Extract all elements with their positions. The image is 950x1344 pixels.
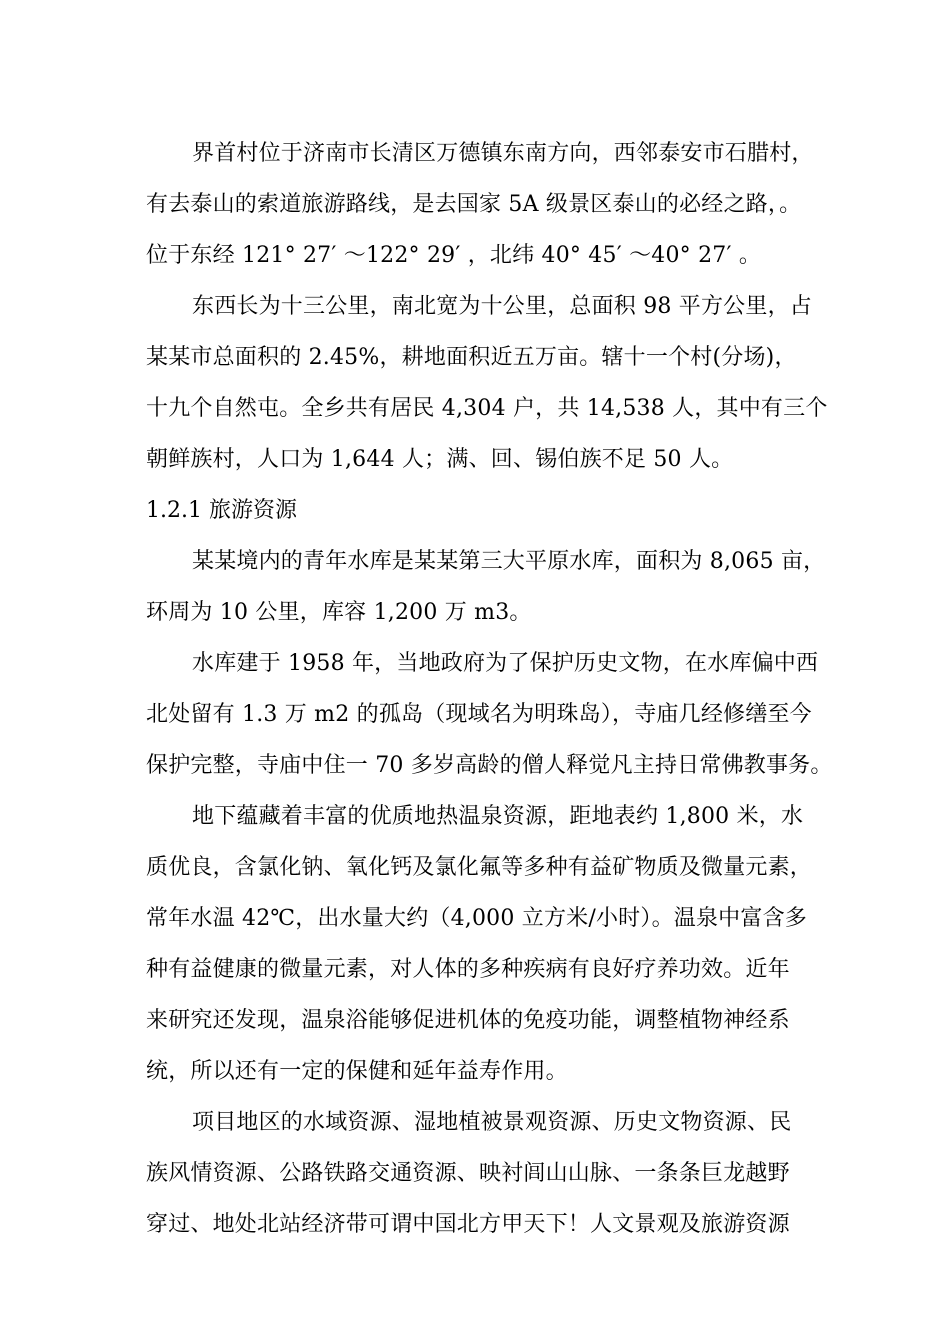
document-body bbox=[146, 128, 833, 1250]
text-line: 族风情资源、公路铁路交通资源、映衬闾山山脉、一条条巨龙越野 bbox=[146, 1161, 790, 1186]
text-line: 地下蕴藏着丰富的优质地热温泉资源，距地表约 1,800 米，水 bbox=[192, 804, 804, 829]
text-line: 界首村位于济南市长清区万德镇东南方向，西邻泰安市石腊村， bbox=[192, 141, 814, 166]
text-line: 朝鲜族村，人口为 1,644 人；满、回、锡伯族不足 50 人。 bbox=[146, 447, 734, 472]
text-line: 穿过、地处北站经济带可谓中国北方甲天下！人文景观及旅游资源 bbox=[146, 1212, 790, 1237]
text-line: 有去泰山的索道旅游路线，是去国家 5A 级景区泰山的必经之路，。 bbox=[146, 192, 802, 217]
paragraph-reservoir bbox=[146, 536, 826, 638]
text-line: 种有益健康的微量元素，对人体的多种疾病有良好疗养功效。近年 bbox=[146, 957, 790, 982]
text-line: 质优良，含氯化钠、氧化钙及氯化氟等多种有益矿物质及微量元素， bbox=[146, 855, 813, 880]
paragraph-location bbox=[146, 128, 814, 281]
text-line: 某某境内的青年水库是某某第三大平原水库，面积为 8,065 亩， bbox=[192, 549, 826, 574]
text-line: 北处留有 1.3 万 m2 的孤岛（现域名为明珠岛），寺庙几经修缮至今 bbox=[146, 702, 812, 727]
text-line: 东西长为十三公里，南北宽为十公里，总面积 98 平方公里，占 bbox=[192, 294, 812, 319]
text-line: 环周为 10 公里，库容 1,200 万 m3。 bbox=[146, 600, 532, 625]
text-line: 项目地区的水域资源、湿地植被景观资源、历史文物资源、民 bbox=[192, 1110, 792, 1135]
text-line: 常年水温 42℃，出水量大约（4,000 立方米/小时）。温泉中富含多 bbox=[146, 906, 807, 931]
paragraph-resources bbox=[146, 1097, 810, 1250]
text-line: 来研究还发现，温泉浴能够促进机体的免疫功能，调整植物神经系 bbox=[146, 1008, 790, 1033]
text-line: 水库建于 1958 年，当地政府为了保护历史文物，在水库偏中西 bbox=[192, 651, 819, 676]
text-line: 保护完整，寺庙中住一 70 多岁高龄的僧人释觉凡主持日常佛教事务。 bbox=[146, 753, 833, 778]
paragraph-hot-spring bbox=[146, 791, 813, 1097]
paragraph-area-population bbox=[146, 281, 828, 485]
text-line: 位于东经 121° 27′ ～122° 29′ ，北纬 40° 45′ ～40° 27′ 。 bbox=[146, 243, 762, 268]
text-line: 统，所以还有一定的保健和延年益寿作用。 bbox=[146, 1059, 568, 1084]
section-heading: 1.2.1 旅游资源 bbox=[146, 498, 297, 523]
paragraph-island-temple bbox=[146, 638, 833, 791]
text-line: 某某市总面积的 2.45%，耕地面积近五万亩。辖十一个村(分场)， bbox=[146, 345, 797, 370]
text-line: 十九个自然屯。全乡共有居民 4,304 户，共 14,538 人，其中有三个 bbox=[146, 396, 828, 421]
